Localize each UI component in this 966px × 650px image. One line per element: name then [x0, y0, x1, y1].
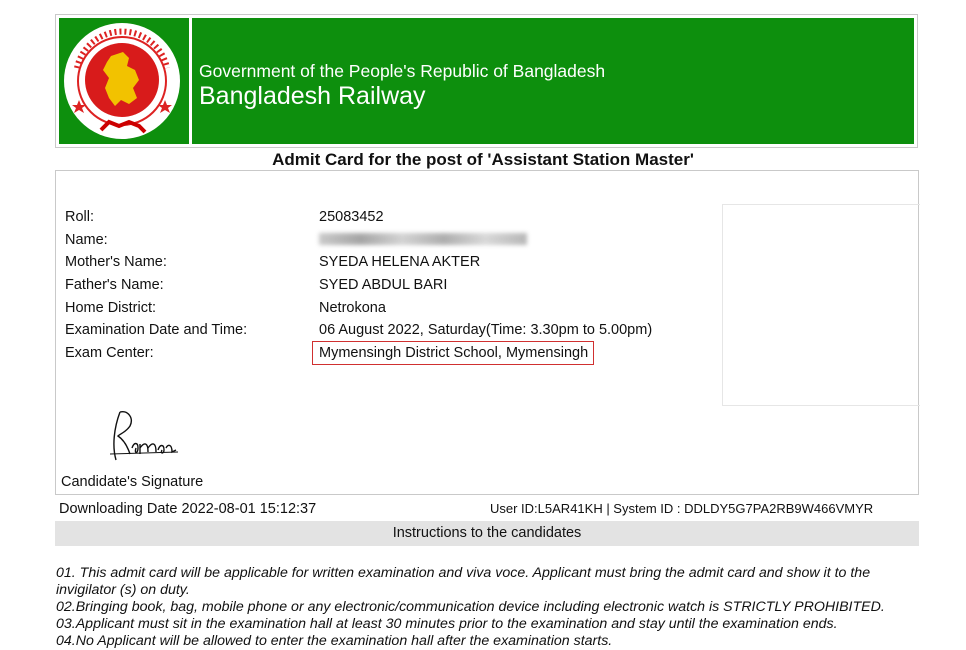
government-name: Government of the People's Republic of Bangladesh: [199, 61, 606, 81]
instruction-item: 01. This admit card will be applicable for written examination and viva voce. Applicant must bring the admit card and show it to the invigilator (s) on duty.: [56, 565, 871, 598]
instructions-heading: Instructions to the candidates: [55, 521, 919, 546]
value-exam-center: Mymensingh District School, Mymensingh: [319, 345, 589, 361]
header-banner: [55, 14, 918, 148]
candidate-signature: [108, 408, 180, 464]
value-father: SYED ABDUL BARI: [319, 277, 448, 293]
label-exam-date: Examination Date and Time:: [65, 322, 248, 338]
instruction-item: 03.Applicant must sit in the examination hall at least 30 minutes prior to the examination and stay until the examination ends.: [56, 616, 838, 632]
label-father: Father's Name:: [65, 277, 164, 293]
header-title-panel: [192, 18, 914, 144]
instruction-item: 02.Bringing book, bag, mobile phone or any electronic/communication device including electronic watch is STRICTLY PROHIBITED.: [56, 599, 885, 615]
downloading-date: Downloading Date 2022-08-01 15:12:37: [59, 501, 317, 517]
organization-name: Bangladesh Railway: [199, 82, 426, 110]
label-mother: Mother's Name:: [65, 254, 167, 270]
logo-panel: [59, 18, 189, 144]
signature-label: Candidate's Signature: [61, 474, 204, 490]
value-roll: 25083452: [319, 209, 384, 225]
label-name: Name:: [65, 232, 108, 248]
label-exam-center: Exam Center:: [65, 345, 154, 361]
value-name-redacted: [319, 233, 527, 245]
instructions-list: [56, 565, 926, 650]
page-title: Admit Card for the post of 'Assistant Station Master': [272, 150, 694, 169]
user-system-id: User ID:L5AR41KH | System ID : DDLDY5G7PA2RB9W466VMYR: [490, 501, 874, 516]
admit-card: [55, 170, 919, 495]
value-mother: SYEDA HELENA AKTER: [319, 254, 481, 270]
value-home-district: Netrokona: [319, 300, 386, 316]
instruction-item: 04.No Applicant will be allowed to enter the examination hall after the examination starts.: [56, 633, 613, 649]
bangladesh-government-seal-icon: [59, 18, 189, 144]
photo-placeholder: [722, 204, 920, 406]
label-roll: Roll:: [65, 209, 95, 225]
value-exam-date: 06 August 2022, Saturday(Time: 3.30pm to 5.00pm): [319, 322, 653, 338]
label-home-district: Home District:: [65, 300, 157, 316]
